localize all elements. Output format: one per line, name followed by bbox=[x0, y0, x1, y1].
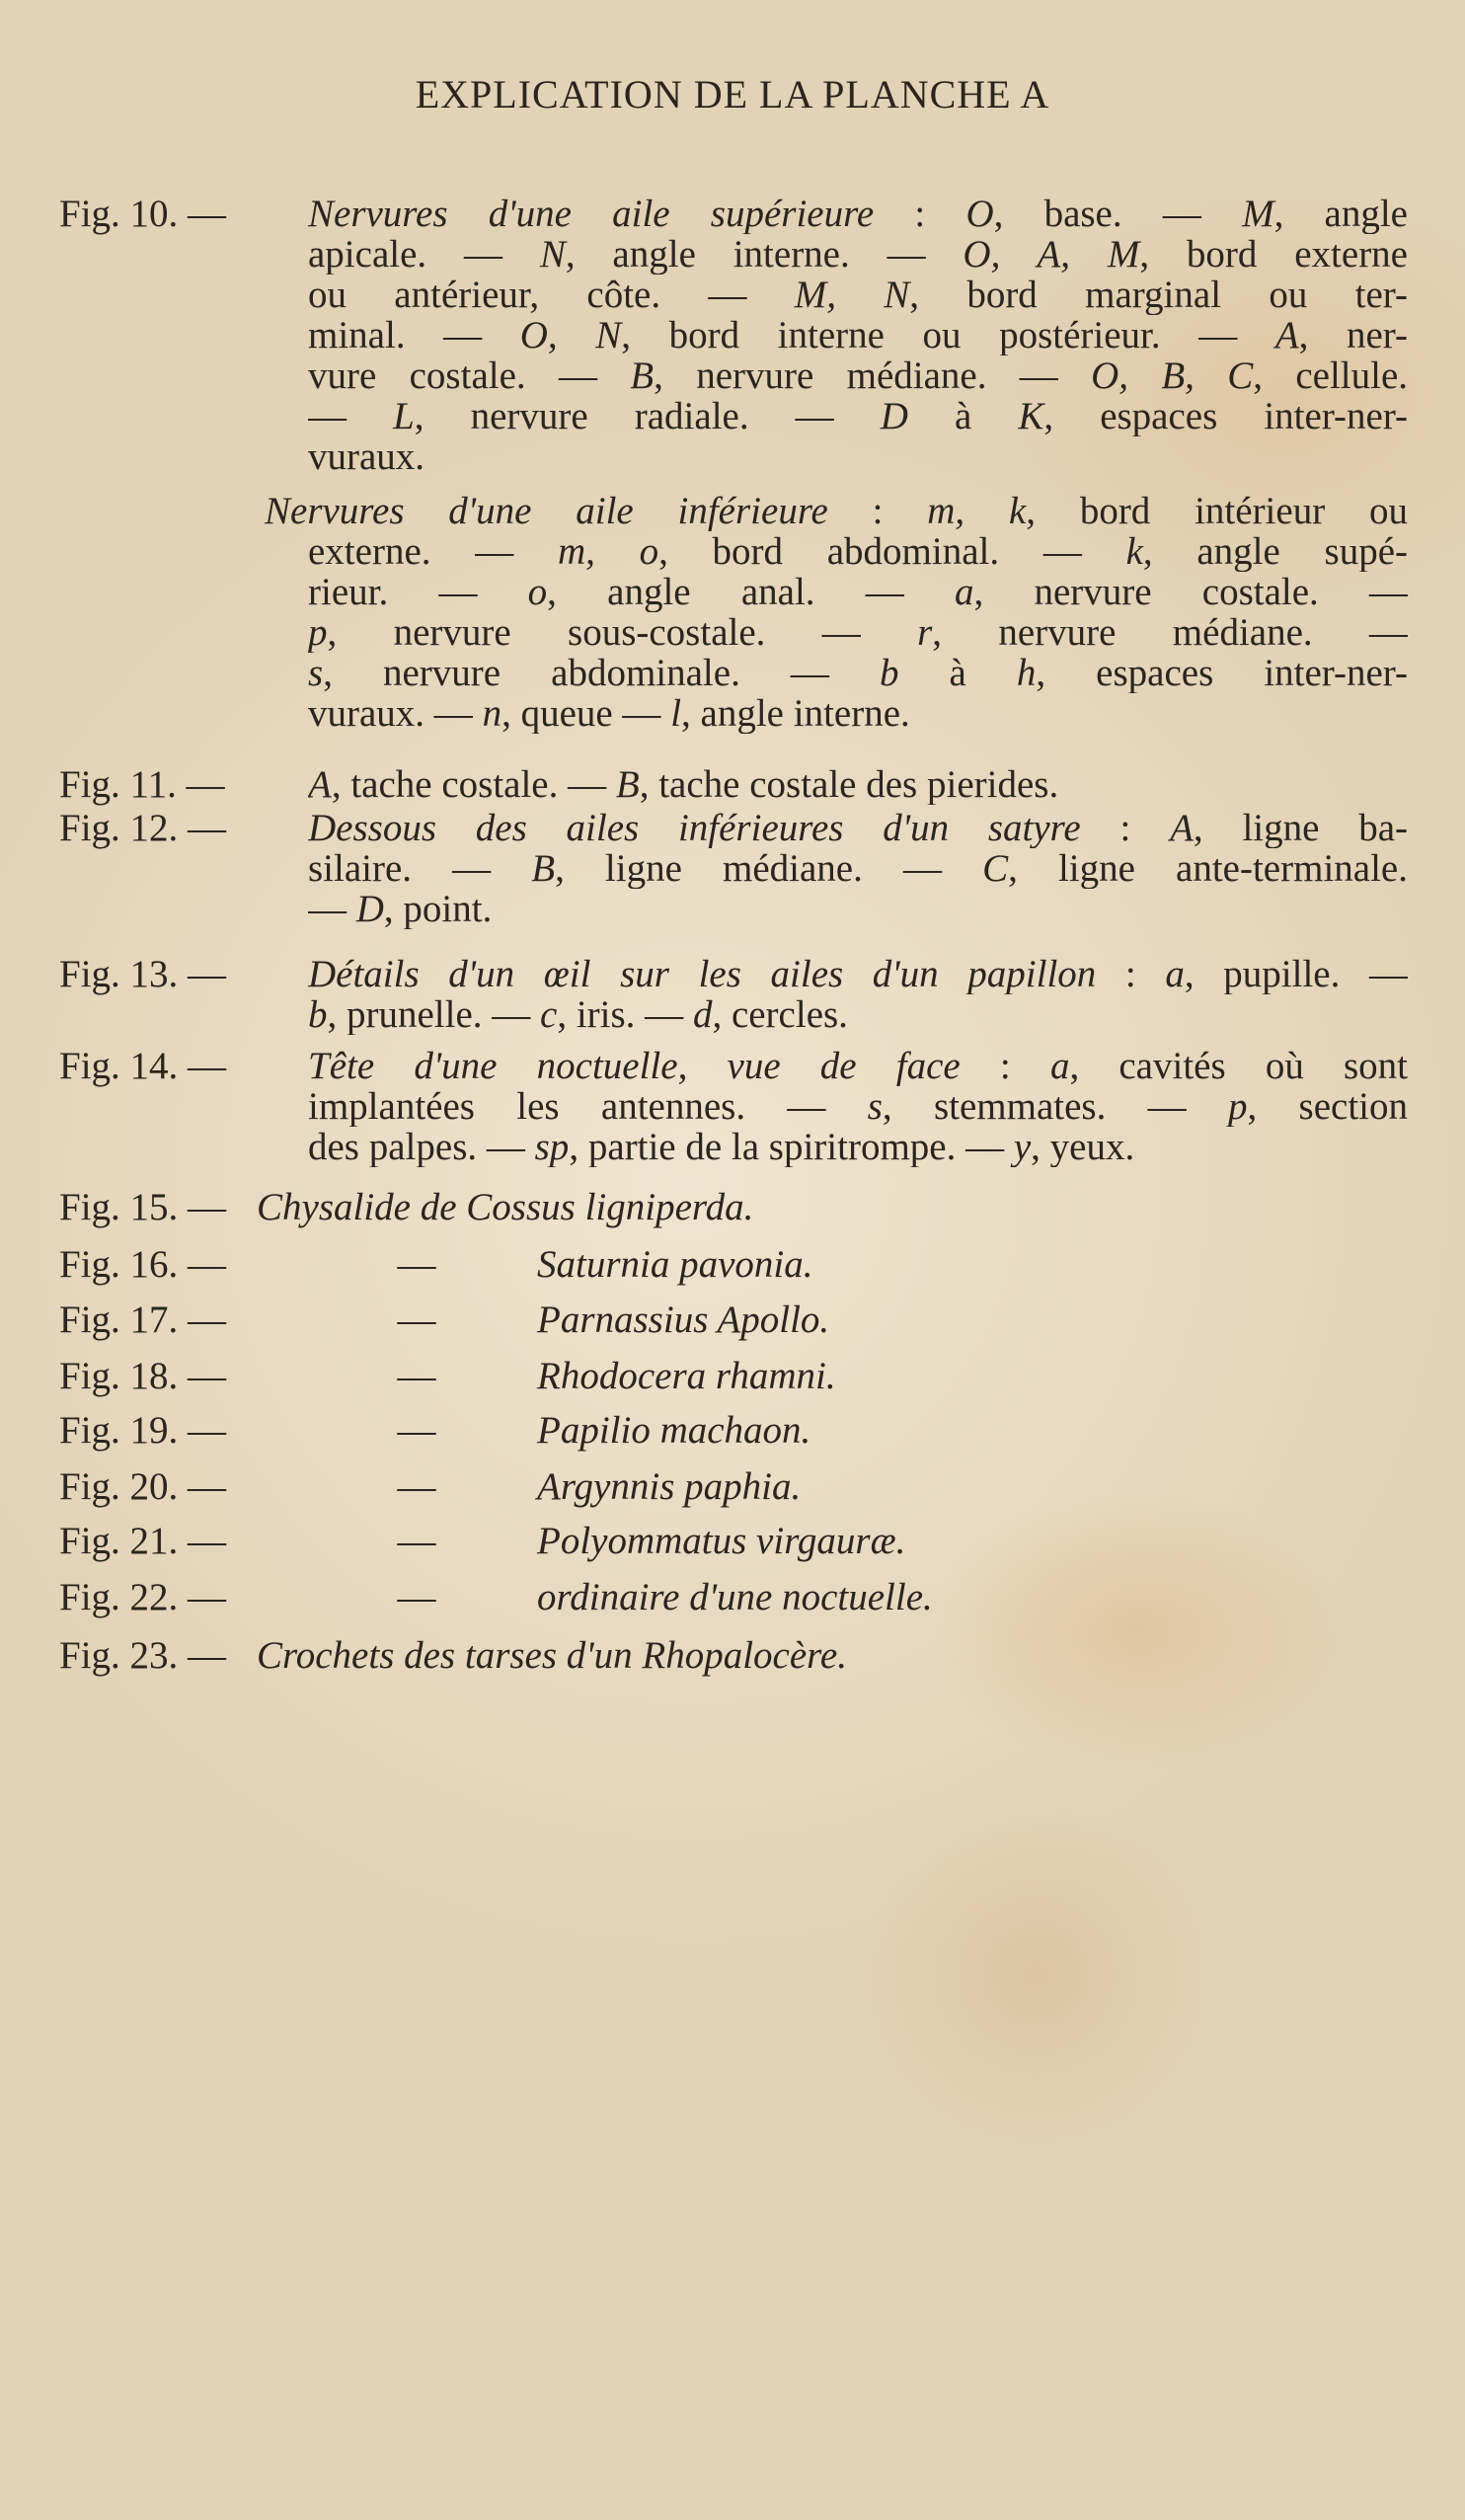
roman-text: — bbox=[308, 396, 394, 436]
roman-text: : bbox=[1080, 808, 1171, 848]
species-name: ordinaire d'une noctuelle. bbox=[537, 1576, 933, 1618]
line-text bbox=[308, 612, 1408, 653]
italic-text: h bbox=[1016, 653, 1037, 693]
figure-row bbox=[59, 1410, 1408, 1451]
roman-text: , angle supé- bbox=[1142, 531, 1408, 572]
italic-text: C bbox=[982, 848, 1009, 889]
roman-text: , tache costale. — bbox=[331, 764, 616, 805]
italic-text: Dessous des ailes inférieures d'un satyre bbox=[308, 808, 1081, 848]
italic-text: d bbox=[692, 994, 713, 1035]
figure-label: Fig. 11. — bbox=[59, 763, 225, 806]
species-name: Rhodocera rhamni. bbox=[537, 1355, 836, 1397]
figure-label: Fig. 19. — bbox=[59, 1409, 227, 1452]
italic-text: a bbox=[1165, 954, 1185, 994]
italic-text: O, B, C bbox=[1091, 355, 1254, 396]
italic-text: A bbox=[1274, 315, 1299, 355]
line-text bbox=[308, 1127, 1408, 1167]
roman-text: , nervure médiane. — bbox=[654, 355, 1092, 396]
italic-text: D bbox=[355, 889, 384, 929]
roman-text: , stemmates. — bbox=[882, 1086, 1228, 1127]
page-title: EXPLICATION DE LA PLANCHE A bbox=[415, 72, 1050, 117]
text-line bbox=[59, 1046, 1408, 1086]
line-text bbox=[308, 764, 1408, 805]
italic-text: Nervures d'une aile inférieure bbox=[265, 491, 828, 531]
line-text bbox=[308, 234, 1408, 275]
roman-text: rieur. — bbox=[308, 572, 528, 612]
roman-text: : bbox=[827, 491, 928, 531]
figure-label: Fig. 23. — bbox=[59, 1634, 227, 1677]
roman-text: , nervure abdominale. — bbox=[323, 653, 880, 693]
italic-text: k bbox=[1125, 531, 1143, 572]
italic-text: r bbox=[917, 612, 933, 653]
text-line bbox=[59, 994, 1408, 1035]
line-text bbox=[308, 396, 1408, 436]
ditto-mark: — bbox=[397, 1465, 436, 1508]
line-text bbox=[308, 1086, 1408, 1127]
roman-text: , nervure costale. — bbox=[973, 572, 1408, 612]
italic-text: b bbox=[879, 653, 899, 693]
italic-text: M bbox=[1242, 194, 1274, 234]
roman-text: vuraux. — bbox=[308, 693, 483, 734]
italic-text: A bbox=[308, 764, 332, 805]
roman-text: , angle anal. — bbox=[547, 572, 955, 612]
roman-text: : bbox=[874, 194, 966, 234]
text-line bbox=[59, 1086, 1408, 1127]
figure-label: Fig. 12. — bbox=[59, 807, 227, 849]
line-text bbox=[308, 994, 1408, 1035]
text-line bbox=[59, 693, 1408, 734]
roman-text: , queue — bbox=[501, 693, 671, 734]
italic-text: D bbox=[880, 396, 908, 436]
figure-caption: Crochets des tarses d'un Rhopalocère. bbox=[257, 1634, 847, 1677]
line-text bbox=[308, 653, 1408, 693]
italic-text: p bbox=[308, 612, 328, 653]
ditto-mark: — bbox=[397, 1576, 436, 1618]
roman-text: minal. — bbox=[308, 315, 520, 355]
italic-text: N bbox=[539, 234, 566, 275]
roman-text: , ligne ba- bbox=[1193, 808, 1408, 848]
italic-text: O, N bbox=[519, 315, 622, 355]
line-text bbox=[308, 194, 1408, 234]
roman-text: , ligne ante-terminale. bbox=[1008, 848, 1408, 889]
figure-label: Fig. 21. — bbox=[59, 1520, 227, 1562]
roman-text: des palpes. — bbox=[308, 1127, 535, 1167]
figure-row bbox=[59, 1187, 1408, 1227]
italic-text: o bbox=[527, 572, 548, 612]
italic-text: B bbox=[630, 355, 655, 396]
italic-text: s bbox=[308, 653, 324, 693]
italic-text: Nervures d'une aile supérieure bbox=[308, 194, 875, 234]
roman-text: : bbox=[960, 1046, 1050, 1086]
roman-text: , angle interne. — bbox=[565, 234, 964, 275]
figure-entry bbox=[59, 764, 1408, 805]
figure-row bbox=[59, 1356, 1408, 1396]
line-text bbox=[308, 436, 1408, 477]
italic-text: sp bbox=[534, 1127, 570, 1167]
figure-row bbox=[59, 1635, 1408, 1676]
italic-text: c bbox=[540, 994, 558, 1035]
species-name: Papilio machaon. bbox=[537, 1409, 811, 1452]
roman-text: , bord intérieur ou bbox=[1026, 491, 1408, 531]
roman-text: , bord interne ou postérieur. — bbox=[621, 315, 1275, 355]
text-line bbox=[59, 764, 1408, 805]
ditto-mark: — bbox=[397, 1355, 436, 1397]
roman-text: , bord marginal ou ter- bbox=[909, 275, 1408, 315]
roman-text: : bbox=[1096, 954, 1166, 994]
italic-text: B bbox=[531, 848, 556, 889]
italic-text: O bbox=[965, 194, 994, 234]
roman-text: , ligne médiane. — bbox=[555, 848, 983, 889]
roman-text: , section bbox=[1247, 1086, 1408, 1127]
roman-text: , iris. — bbox=[557, 994, 693, 1035]
italic-text: b bbox=[308, 994, 328, 1035]
line-text bbox=[308, 889, 1408, 929]
roman-text: , espaces inter-ner- bbox=[1043, 396, 1408, 436]
figure-row bbox=[59, 1577, 1408, 1617]
line-text bbox=[308, 572, 1408, 612]
italic-text: B bbox=[615, 764, 640, 805]
roman-text: , bord externe bbox=[1139, 234, 1408, 275]
figure-entry bbox=[59, 194, 1408, 477]
roman-text: , bord abdominal. — bbox=[658, 531, 1126, 572]
roman-text: , ner- bbox=[1298, 315, 1408, 355]
roman-text: , yeux. bbox=[1031, 1127, 1135, 1167]
italic-text: n bbox=[482, 693, 502, 734]
italic-text: Tête d'une noctuelle, vue de face bbox=[308, 1046, 961, 1086]
text-line bbox=[59, 612, 1408, 653]
line-text bbox=[308, 954, 1408, 994]
italic-text: m, k bbox=[927, 491, 1027, 531]
text-line bbox=[59, 275, 1408, 315]
italic-text: O, A, M bbox=[963, 234, 1140, 275]
species-name: Polyommatus virgauræ. bbox=[537, 1520, 906, 1562]
text-line bbox=[59, 315, 1408, 355]
figure-label: Fig. 20. — bbox=[59, 1465, 227, 1508]
roman-text: externe. — bbox=[308, 531, 558, 572]
line-text bbox=[308, 315, 1408, 355]
figure-entry bbox=[59, 491, 1408, 734]
italic-text: M, N bbox=[794, 275, 910, 315]
roman-text: silaire. — bbox=[308, 848, 532, 889]
italic-text: y bbox=[1013, 1127, 1032, 1167]
roman-text: , pupille. — bbox=[1184, 954, 1408, 994]
roman-text: , prunelle. — bbox=[327, 994, 541, 1035]
roman-text: à bbox=[898, 653, 1017, 693]
line-text bbox=[308, 275, 1408, 315]
text-line bbox=[59, 808, 1408, 848]
figure-label: Fig. 22. — bbox=[59, 1576, 227, 1618]
roman-text: , cavités où sont bbox=[1069, 1046, 1408, 1086]
line-text bbox=[265, 491, 1408, 531]
figure-row bbox=[59, 1244, 1408, 1285]
roman-text: vuraux. bbox=[308, 436, 425, 477]
text-line bbox=[59, 436, 1408, 477]
line-text bbox=[308, 693, 1408, 734]
text-line bbox=[59, 1127, 1408, 1167]
text-line bbox=[59, 531, 1408, 572]
text-line bbox=[59, 234, 1408, 275]
figure-entry bbox=[59, 954, 1408, 1035]
figure-row bbox=[59, 1466, 1408, 1507]
figure-label: Fig. 18. — bbox=[59, 1355, 227, 1397]
line-text bbox=[308, 355, 1408, 396]
italic-text: A bbox=[1170, 808, 1194, 848]
text-line bbox=[59, 572, 1408, 612]
roman-text: à bbox=[907, 396, 1019, 436]
text-line bbox=[59, 194, 1408, 234]
roman-text: apicale. — bbox=[308, 234, 540, 275]
figure-caption: Chysalide de Cossus ligniperda. bbox=[257, 1186, 754, 1228]
species-name: Argynnis paphia. bbox=[537, 1465, 802, 1508]
italic-text: m, o bbox=[557, 531, 659, 572]
figure-label: Fig. 17. — bbox=[59, 1299, 227, 1341]
roman-text: vure costale. — bbox=[308, 355, 631, 396]
text-line bbox=[59, 889, 1408, 929]
roman-text: — bbox=[308, 889, 356, 929]
roman-text: , base. — bbox=[993, 194, 1243, 234]
italic-text: L bbox=[393, 396, 415, 436]
ditto-mark: — bbox=[397, 1243, 436, 1286]
roman-text: , cellule. bbox=[1253, 355, 1408, 396]
roman-text: , nervure médiane. — bbox=[932, 612, 1408, 653]
roman-text: , nervure radiale. — bbox=[414, 396, 881, 436]
italic-text: K bbox=[1018, 396, 1044, 436]
roman-text: , tache costale des pierides. bbox=[639, 764, 1059, 805]
italic-text: Détails d'un œil sur les ailes d'un papillon bbox=[308, 954, 1097, 994]
figure-label: Fig. 15. — bbox=[59, 1186, 227, 1228]
text-line bbox=[59, 954, 1408, 994]
roman-text: , point. bbox=[383, 889, 493, 929]
figure-label: Fig. 16. — bbox=[59, 1243, 227, 1286]
figure-entry bbox=[59, 808, 1408, 929]
ditto-mark: — bbox=[397, 1299, 436, 1341]
line-text bbox=[308, 808, 1408, 848]
line-text bbox=[308, 1046, 1408, 1086]
figure-label: Fig. 13. — bbox=[59, 953, 227, 995]
roman-text: , cercles. bbox=[712, 994, 848, 1035]
italic-text: a bbox=[954, 572, 974, 612]
text-line bbox=[59, 396, 1408, 436]
italic-text: s bbox=[867, 1086, 883, 1127]
line-text bbox=[308, 531, 1408, 572]
figure-label: Fig. 10. — bbox=[59, 193, 227, 235]
roman-text: , angle interne. bbox=[681, 693, 910, 734]
figure-row bbox=[59, 1299, 1408, 1340]
figure-row bbox=[59, 1521, 1408, 1561]
roman-text: , partie de la spiritrompe. — bbox=[569, 1127, 1014, 1167]
roman-text: , espaces inter-ner- bbox=[1036, 653, 1408, 693]
text-line bbox=[59, 355, 1408, 396]
species-name: Parnassius Apollo. bbox=[537, 1299, 830, 1341]
figure-label: Fig. 14. — bbox=[59, 1045, 227, 1087]
roman-text: ou antérieur, côte. — bbox=[308, 275, 795, 315]
text-line bbox=[59, 491, 1408, 531]
italic-text: p bbox=[1227, 1086, 1248, 1127]
species-name: Saturnia pavonia. bbox=[537, 1243, 813, 1286]
ditto-mark: — bbox=[397, 1409, 436, 1452]
ditto-mark: — bbox=[397, 1520, 436, 1562]
roman-text: , angle bbox=[1273, 194, 1408, 234]
text-line bbox=[59, 653, 1408, 693]
figure-entry bbox=[59, 1046, 1408, 1167]
italic-text: a bbox=[1049, 1046, 1070, 1086]
line-text bbox=[308, 848, 1408, 889]
text-line bbox=[59, 848, 1408, 889]
roman-text: , nervure sous-costale. — bbox=[327, 612, 918, 653]
italic-text: l bbox=[670, 693, 682, 734]
roman-text: implantées les antennes. — bbox=[308, 1086, 868, 1127]
